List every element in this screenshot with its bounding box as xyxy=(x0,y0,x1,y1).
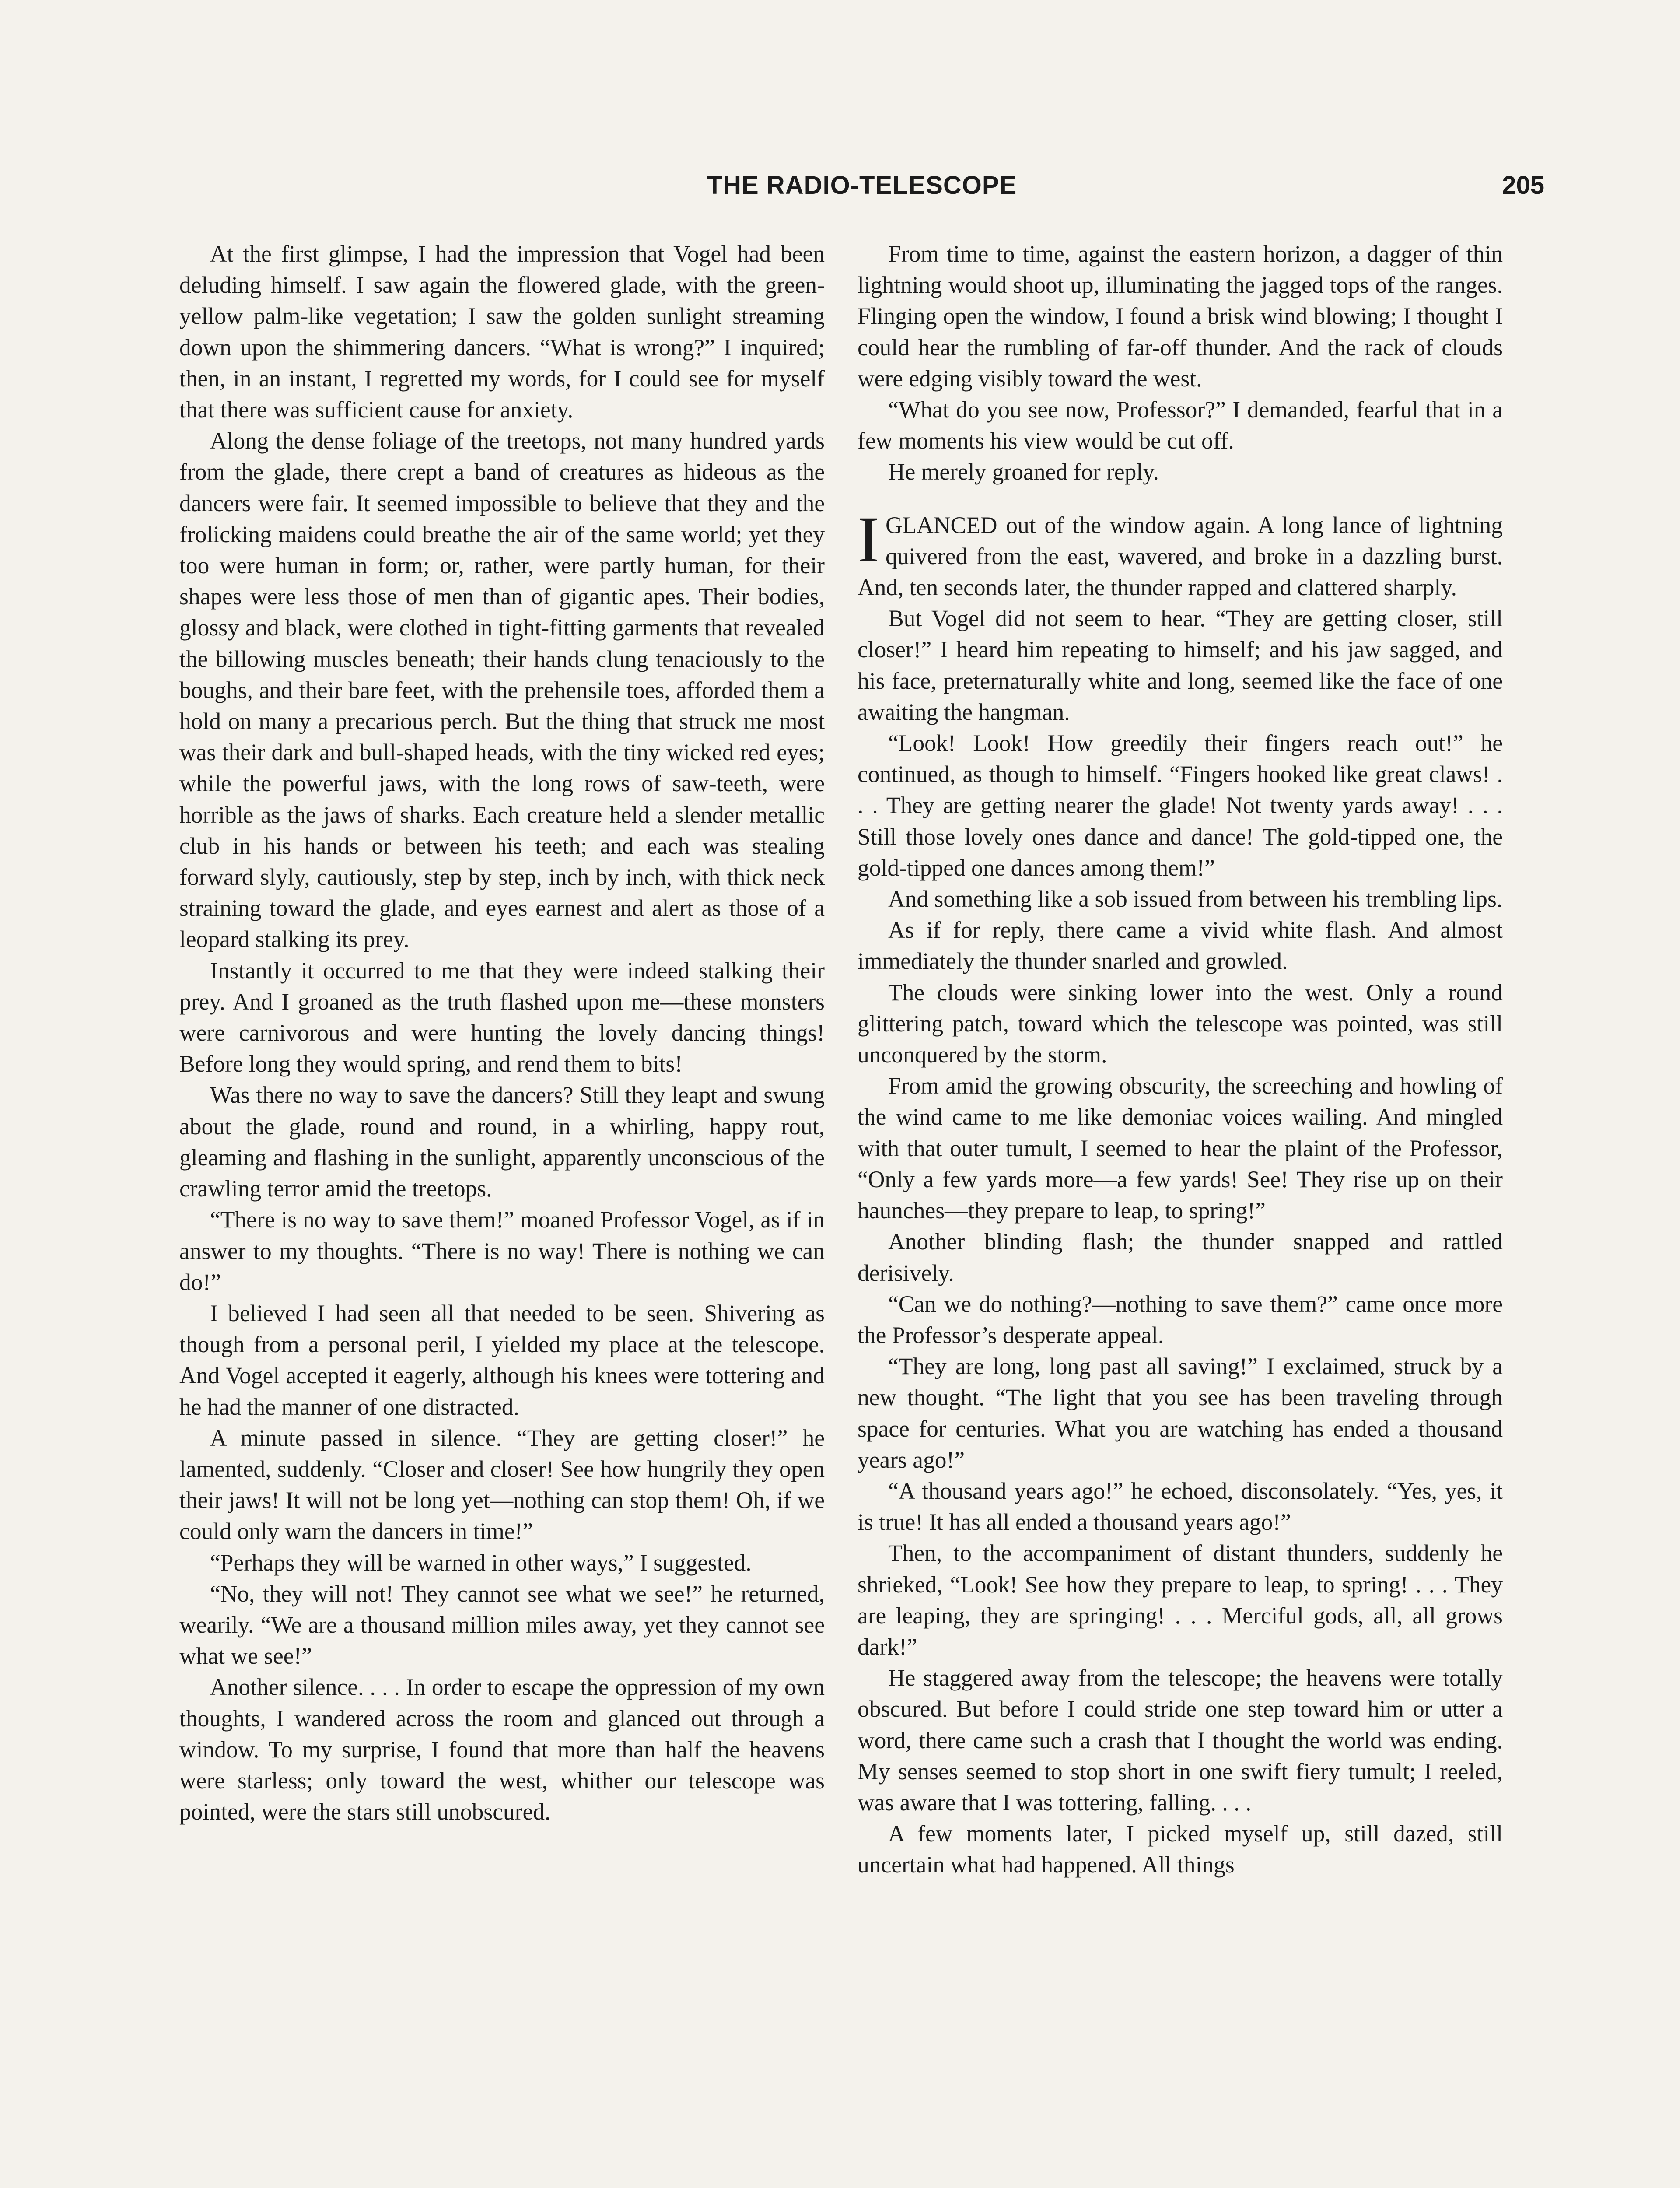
paragraph: “No, they will not! They cannot see what we see!” he returned, wearily. “We are a thousand million miles away, yet they cannot see what we see!” xyxy=(179,1580,825,1669)
section-opening-text: GLANCED out of the window again. A long lance of lightning quivered from the east, wavered, and broke in a dazzling burst. And, ten seconds later, the thunder rapped and clattered sharply. xyxy=(858,512,1503,601)
paragraph: And something like a sob issued from between his trembling lips. xyxy=(888,886,1503,912)
paragraph: He staggered away from the telescope; the heavens were totally obscured. But before I could stride one step toward him or utter a word, there came such a crash that I thought the world was ending. My senses seemed to stop short in one swift fiery tumult; I reeled, was aware that I was tottering, falling. . . . xyxy=(858,1665,1503,1816)
paragraph: “Look! Look! How greedily their fingers reach out!” he continued, as though to himself. “Fingers hooked like great claws! . . . They are getting nearer the glade! Not twenty yards away! . . . Still those lovely ones dance and dance! The gold-tipped one, the gold-tipped one dances among them!” xyxy=(858,730,1503,881)
paragraph: From time to time, against the eastern horizon, a dagger of thin lightning would shoot up, illuminating the jagged tops of the ranges. Flinging open the window, I found a brisk wind blowing; I thought I could hear the rumbling of far-off thunder. And the rack of clouds were edging visibly toward the west. xyxy=(858,241,1503,392)
paragraph: As if for reply, there came a vivid white flash. And almost immediately the thunder snarled and growled. xyxy=(858,917,1503,975)
paragraph: “Can we do nothing?—nothing to save them?” came once more the Professor’s desperate appeal. xyxy=(858,1290,1503,1348)
paragraph: Instantly it occurred to me that they were indeed stalking their prey. And I groaned as the truth flashed upon me—these monsters were carnivorous and were hunting the lovely dancing things! Before long they would spring, and rend them to bits! xyxy=(179,957,825,1077)
running-head xyxy=(179,171,1544,210)
paragraph: Another silence. . . . In order to escape the oppression of my own thoughts, I wandered across the room and glanced out through a window. To my surprise, I found that more than half the heavens were starless; only toward the west, whither our telescope was pointed, were the stars still unobscured. xyxy=(179,1674,825,1825)
paragraph: A minute passed in silence. “They are getting closer!” he lamented, suddenly. “Closer and closer! See how hungrily they open their jaws! It will not be long yet—nothing can stop them! Oh, if we could only warn the dancers in time!” xyxy=(179,1424,825,1545)
paragraph: “Perhaps they will be warned in other ways,” I suggested. xyxy=(210,1549,752,1576)
paragraph: But Vogel did not seem to hear. “They are getting closer, still closer!” I heard him repeating to himself; and his jaw sagged, and his face, preternaturally white and long, seemed like the face of one awaiting the hangman. xyxy=(858,605,1503,725)
page-number: 205 xyxy=(1502,171,1544,200)
paragraph: A few moments later, I picked myself up, still dazed, still uncertain what had happened. All things xyxy=(858,1820,1503,1878)
drop-cap: I xyxy=(858,503,879,576)
section-opening-paragraph xyxy=(858,503,1503,603)
paragraph: Another blinding flash; the thunder snapped and rattled derisively. xyxy=(858,1228,1503,1286)
paragraph: At the first glimpse, I had the impression that Vogel had been deluding himself. I saw again the flowered glade, with the green-yellow palm-like vegetation; I saw the golden sunlight streaming down upon the shimmering dancers. “What is wrong?” I inquired; then, in an instant, I regretted my words, for I could see for myself that there was sufficient cause for anxiety. xyxy=(179,241,825,423)
paragraph: “There is no way to save them!” moaned Professor Vogel, as if in answer to my thoughts. “There is no way! There is nothing we can do!” xyxy=(179,1206,825,1295)
paragraph: Then, to the accompaniment of distant thunders, suddenly he shrieked, “Look! See how they prepare to leap, to spring! . . . They are leaping, they are springing! . . . Merciful gods, all, all grows dark!” xyxy=(858,1540,1503,1660)
paragraph: The clouds were sinking lower into the west. Only a round glittering patch, toward which the telescope was pointed, was still unconquered by the storm. xyxy=(858,979,1503,1068)
paragraph: He merely groaned for reply. xyxy=(888,459,1159,485)
page-title: THE RADIO-TELESCOPE xyxy=(707,171,1017,200)
paragraph: “They are long, long past all saving!” I exclaimed, struck by a new thought. “The light that you see has been traveling through space for centuries. What you are watching has ended a thousand years ago!” xyxy=(858,1353,1503,1473)
left-column xyxy=(179,238,825,1827)
paragraph: Along the dense foliage of the treetops, not many hundred yards from the glade, there crept a band of creatures as hideous as the dancers were fair. It seemed impossible to believe that they and the frolicking maidens could breathe the air of the same world; yet they too were human in form; or, rather, were partly human, for their shapes were less those of men than of gigantic apes. Their bodies, glossy and black, were clothed in tight-fitting garments that revealed the billowing muscles beneath; their hands clung tenaciously to the boughs, and their bare feet, with the prehensile toes, afforded them a hold on many a precarious perch. But the thing that struck me most was their dark and bull-shaped heads, with the tiny wicked red eyes; while the powerful jaws, with the long rows of saw-teeth, were horrible as the jaws of sharks. Each creature held a slender metallic club in his hands or between his teeth; and each was stealing forward slyly, cautiously, step by step, inch by inch, with thick neck straining toward the glade, and eyes earnest and alert as those of a leopard stalking its prey. xyxy=(179,428,825,953)
paragraph: “A thousand years ago!” he echoed, disconsolately. “Yes, yes, it is true! It has all ended a thousand years ago!” xyxy=(858,1477,1503,1536)
paragraph: Was there no way to save the dancers? Still they leapt and swung about the glade, round and round, in a whirling, happy rout, gleaming and flashing in the sunlight, apparently unconscious of the crawling terror amid the treetops. xyxy=(179,1082,825,1202)
paragraph: “What do you see now, Professor?” I demanded, fearful that in a few moments his view would be cut off. xyxy=(858,396,1503,454)
right-column xyxy=(858,238,1503,1881)
paragraph: From amid the growing obscurity, the screeching and howling of the wind came to me like demoniac voices wailing. And mingled with that outer tumult, I seemed to hear the plaint of the Professor, “Only a few yards more—a few yards! See! They rise up on their haunches—they prepare to leap, to spring!” xyxy=(858,1073,1503,1224)
paragraph: I believed I had seen all that needed to be seen. Shivering as though from a personal peril, I yielded my place at the telescope. And Vogel accepted it eagerly, although his knees were tottering and he had the manner of one distracted. xyxy=(179,1300,825,1420)
